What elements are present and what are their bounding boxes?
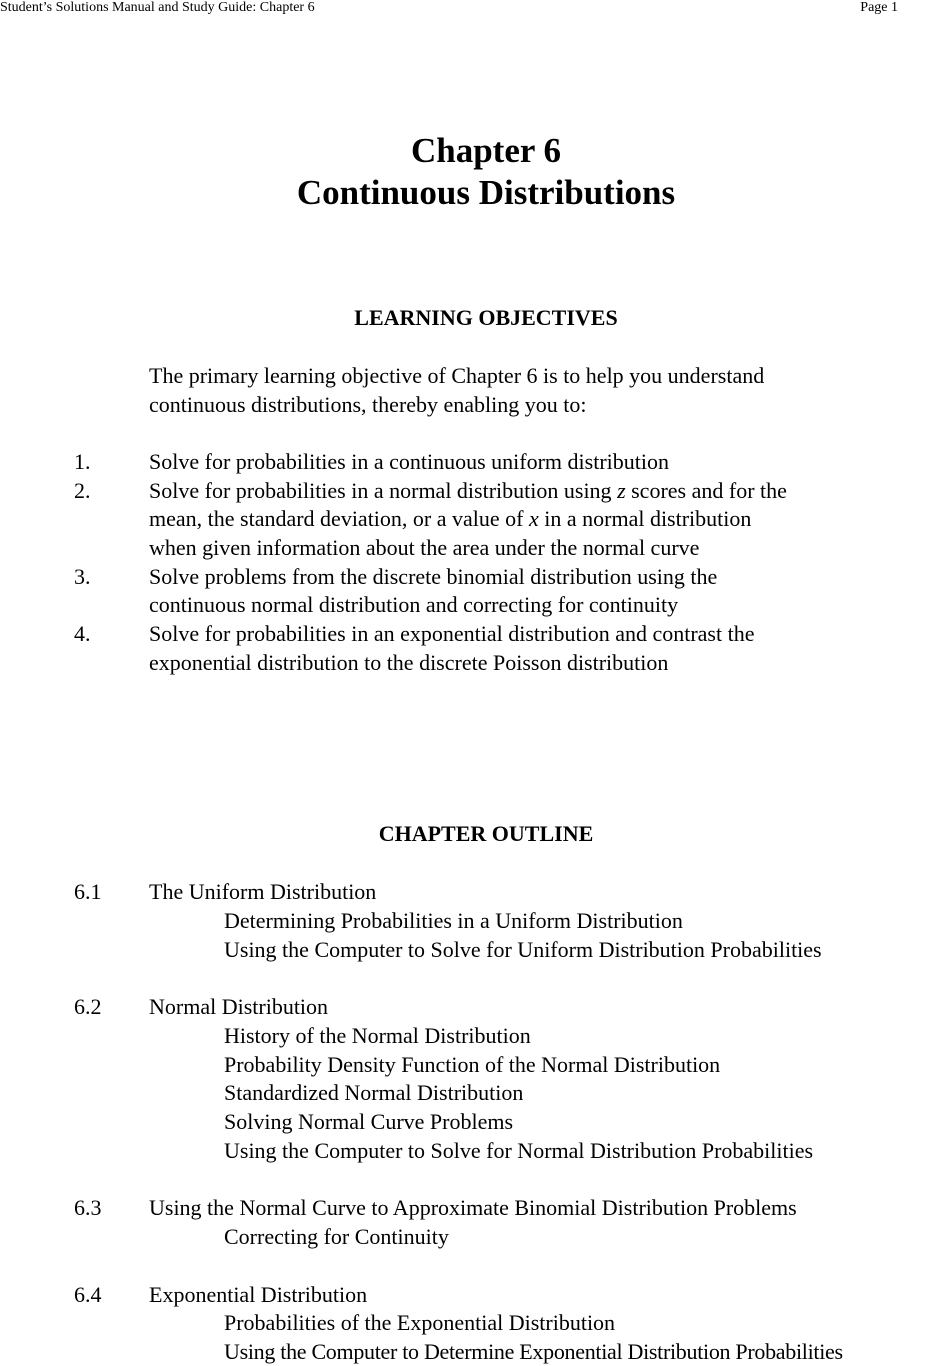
objective-text: Solve problems from the discrete binomial distribution using the	[149, 564, 718, 589]
objective-text: continuous normal distribution and correcting for continuity	[149, 592, 679, 617]
intro-line: continuous distributions, thereby enabling you to:	[149, 392, 587, 417]
running-header: Student’s Solutions Manual and Study Guide: Chapter 6	[0, 0, 315, 15]
outline-section-number: 6.1	[74, 879, 102, 904]
outline-subsection: Probabilities of the Exponential Distribution	[224, 1310, 616, 1335]
chapter-outline-heading: CHAPTER OUTLINE	[378, 821, 594, 846]
objective-number: 3.	[74, 564, 91, 589]
outline-section-number: 6.3	[74, 1195, 102, 1220]
outline-section-title: The Uniform Distribution	[149, 879, 377, 904]
outline-subsection: Standardized Normal Distribution	[224, 1080, 524, 1105]
objective-text: Solve for probabilities in a normal distribution using z scores and for the	[149, 478, 787, 503]
x-variable: x	[528, 506, 539, 531]
chapter-number: Chapter 6	[410, 131, 562, 170]
objective-number: 2.	[74, 478, 91, 503]
outline-section-number: 6.2	[74, 994, 102, 1019]
learning-objectives-intro	[149, 361, 909, 419]
outline-section-title: Normal Distribution	[149, 994, 329, 1019]
objective-text: when given information about the area under the normal curve	[149, 535, 700, 560]
outline-subsection: Probability Density Function of the Normal Distribution	[224, 1052, 721, 1077]
chapter-name: Continuous Distributions	[296, 173, 676, 212]
outline-section-title: Using the Normal Curve to Approximate Binomial Distribution Problems	[149, 1195, 797, 1220]
objective-text: Solve for probabilities in an exponential distribution and contrast the	[149, 621, 755, 646]
objective-text: mean, the standard deviation, or a value of x in a normal distribution	[149, 506, 752, 531]
outline-subsection: Using the Computer to Determine Exponential Distribution Probabilities	[224, 1339, 843, 1364]
page-number: Page 1	[860, 0, 898, 15]
outline-subsection: Using the Computer to Solve for Normal Distribution Probabilities	[224, 1138, 814, 1163]
objective-text: Solve for probabilities in a continuous uniform distribution	[149, 449, 669, 474]
outline-subsection: History of the Normal Distribution	[224, 1023, 531, 1048]
learning-objectives-heading: LEARNING OBJECTIVES	[354, 305, 618, 330]
outline-subsection: Determining Probabilities in a Uniform Distribution	[224, 908, 683, 933]
objective-text: exponential distribution to the discrete Poisson distribution	[149, 650, 669, 675]
outline-section-title: Exponential Distribution	[149, 1282, 368, 1307]
chapter-title	[0, 130, 950, 214]
objective-number: 1.	[74, 449, 91, 474]
outline-subsection: Solving Normal Curve Problems	[224, 1109, 514, 1134]
z-variable: z	[617, 478, 626, 503]
outline-subsection: Correcting for Continuity	[224, 1224, 449, 1249]
outline-subsection: Using the Computer to Solve for Uniform Distribution Probabilities	[224, 937, 822, 962]
outline-section-number: 6.4	[74, 1282, 102, 1307]
intro-line: The primary learning objective of Chapter 6 is to help you understand	[149, 363, 765, 388]
objective-number: 4.	[74, 621, 91, 646]
